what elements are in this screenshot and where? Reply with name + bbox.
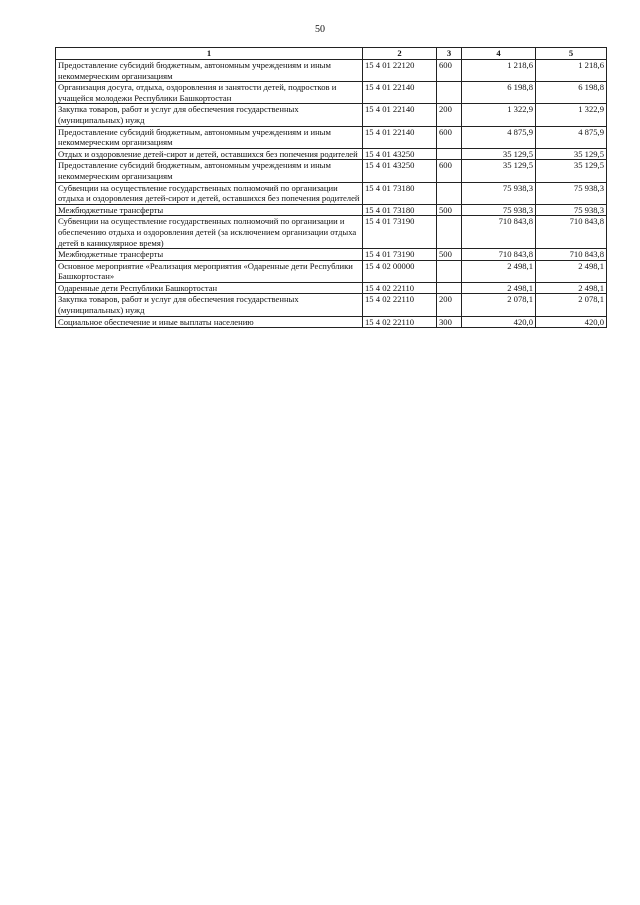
row-code-cell: 15 4 01 73180 xyxy=(363,182,437,204)
row-value-col4-cell: 710 843,8 xyxy=(462,216,536,249)
row-value-col4-cell: 710 843,8 xyxy=(462,249,536,261)
row-value-col5-cell: 1 218,6 xyxy=(536,60,607,82)
row-name-cell: Закупка товаров, работ и услуг для обеспечения государственных (муниципальных) нужд xyxy=(56,104,363,126)
row-code-cell: 15 4 01 73180 xyxy=(363,204,437,216)
row-value-col4-cell: 75 938,3 xyxy=(462,204,536,216)
row-value-col4-cell: 75 938,3 xyxy=(462,182,536,204)
row-type-cell: 200 xyxy=(437,104,462,126)
row-code-cell: 15 4 01 22140 xyxy=(363,82,437,104)
row-type-cell xyxy=(437,182,462,204)
row-value-col4-cell: 420,0 xyxy=(462,316,536,328)
table-row xyxy=(56,204,607,216)
row-type-cell xyxy=(437,82,462,104)
row-name-cell: Предоставление субсидий бюджетным, автономным учреждениям и иным некоммерческим организациям xyxy=(56,126,363,148)
row-type-cell xyxy=(437,282,462,294)
header-col-1: 1 xyxy=(56,48,363,60)
table-row xyxy=(56,216,607,249)
row-value-col4-cell: 2 078,1 xyxy=(462,294,536,316)
row-code-cell: 15 4 01 43250 xyxy=(363,148,437,160)
row-value-col5-cell: 710 843,8 xyxy=(536,249,607,261)
row-value-col4-cell: 35 129,5 xyxy=(462,148,536,160)
row-name-cell: Одаренные дети Республики Башкортостан xyxy=(56,282,363,294)
row-value-col4-cell: 2 498,1 xyxy=(462,282,536,294)
row-type-cell: 600 xyxy=(437,160,462,182)
row-value-col5-cell: 710 843,8 xyxy=(536,216,607,249)
table-row xyxy=(56,294,607,316)
row-type-cell: 500 xyxy=(437,204,462,216)
row-type-cell: 600 xyxy=(437,60,462,82)
header-row xyxy=(56,48,607,60)
row-code-cell: 15 4 01 73190 xyxy=(363,249,437,261)
row-name-cell: Социальное обеспечение и иные выплаты населению xyxy=(56,316,363,328)
row-code-cell: 15 4 02 22110 xyxy=(363,294,437,316)
row-type-cell xyxy=(437,216,462,249)
row-value-col5-cell: 35 129,5 xyxy=(536,160,607,182)
row-value-col4-cell: 2 498,1 xyxy=(462,260,536,282)
row-value-col4-cell: 4 875,9 xyxy=(462,126,536,148)
row-type-cell: 600 xyxy=(437,126,462,148)
row-name-cell: Основное мероприятие «Реализация мероприятия «Одаренные дети Республики Башкортостан» xyxy=(56,260,363,282)
row-value-col5-cell: 2 498,1 xyxy=(536,260,607,282)
row-name-cell: Межбюджетные трансферты xyxy=(56,249,363,261)
row-name-cell: Субвенции на осуществление государственных полномочий по организации и обеспечению отдыха и оздоровления детей (за исключением организации отдыха детей в каникулярное время) xyxy=(56,216,363,249)
table-header xyxy=(56,48,607,60)
row-value-col4-cell: 6 198,8 xyxy=(462,82,536,104)
row-type-cell: 300 xyxy=(437,316,462,328)
budget-table xyxy=(55,47,607,328)
row-name-cell: Предоставление субсидий бюджетным, автономным учреждениям и иным некоммерческим организациям xyxy=(56,60,363,82)
row-code-cell: 15 4 02 00000 xyxy=(363,260,437,282)
row-type-cell: 500 xyxy=(437,249,462,261)
row-name-cell: Закупка товаров, работ и услуг для обеспечения государственных (муниципальных) нужд xyxy=(56,294,363,316)
row-name-cell: Субвенции на осуществление государственных полномочий по организации отдыха и оздоровления детей-сирот и детей, оставшихся без попечения родителей xyxy=(56,182,363,204)
table-row xyxy=(56,82,607,104)
row-value-col4-cell: 35 129,5 xyxy=(462,160,536,182)
row-name-cell: Предоставление субсидий бюджетным, автономным учреждениям и иным некоммерческим организациям xyxy=(56,160,363,182)
row-code-cell: 15 4 02 22110 xyxy=(363,316,437,328)
row-value-col5-cell: 35 129,5 xyxy=(536,148,607,160)
row-value-col5-cell: 4 875,9 xyxy=(536,126,607,148)
row-type-cell: 200 xyxy=(437,294,462,316)
table-row xyxy=(56,104,607,126)
table-row xyxy=(56,160,607,182)
row-value-col4-cell: 1 322,9 xyxy=(462,104,536,126)
header-col-5: 5 xyxy=(536,48,607,60)
table-row xyxy=(56,282,607,294)
row-type-cell xyxy=(437,148,462,160)
row-code-cell: 15 4 01 22120 xyxy=(363,60,437,82)
row-name-cell: Отдых и оздоровление детей-сирот и детей, оставшихся без попечения родителей xyxy=(56,148,363,160)
table-row xyxy=(56,148,607,160)
row-value-col5-cell: 2 498,1 xyxy=(536,282,607,294)
row-type-cell xyxy=(437,260,462,282)
table-row xyxy=(56,260,607,282)
row-value-col5-cell: 420,0 xyxy=(536,316,607,328)
table-row xyxy=(56,182,607,204)
row-code-cell: 15 4 01 22140 xyxy=(363,104,437,126)
row-value-col5-cell: 2 078,1 xyxy=(536,294,607,316)
header-col-4: 4 xyxy=(462,48,536,60)
row-value-col5-cell: 6 198,8 xyxy=(536,82,607,104)
table-row xyxy=(56,126,607,148)
row-code-cell: 15 4 01 22140 xyxy=(363,126,437,148)
page-number: 50 xyxy=(315,24,325,35)
table-row xyxy=(56,316,607,328)
header-col-3: 3 xyxy=(437,48,462,60)
table-row xyxy=(56,249,607,261)
row-name-cell: Межбюджетные трансферты xyxy=(56,204,363,216)
row-value-col4-cell: 1 218,6 xyxy=(462,60,536,82)
row-code-cell: 15 4 02 22110 xyxy=(363,282,437,294)
table-row xyxy=(56,60,607,82)
row-value-col5-cell: 75 938,3 xyxy=(536,204,607,216)
row-code-cell: 15 4 01 43250 xyxy=(363,160,437,182)
row-code-cell: 15 4 01 73190 xyxy=(363,216,437,249)
row-value-col5-cell: 75 938,3 xyxy=(536,182,607,204)
table-body xyxy=(56,60,607,328)
header-col-2: 2 xyxy=(363,48,437,60)
row-name-cell: Организация досуга, отдыха, оздоровления и занятости детей, подростков и учащейся молодежи Республики Башкортостан xyxy=(56,82,363,104)
row-value-col5-cell: 1 322,9 xyxy=(536,104,607,126)
